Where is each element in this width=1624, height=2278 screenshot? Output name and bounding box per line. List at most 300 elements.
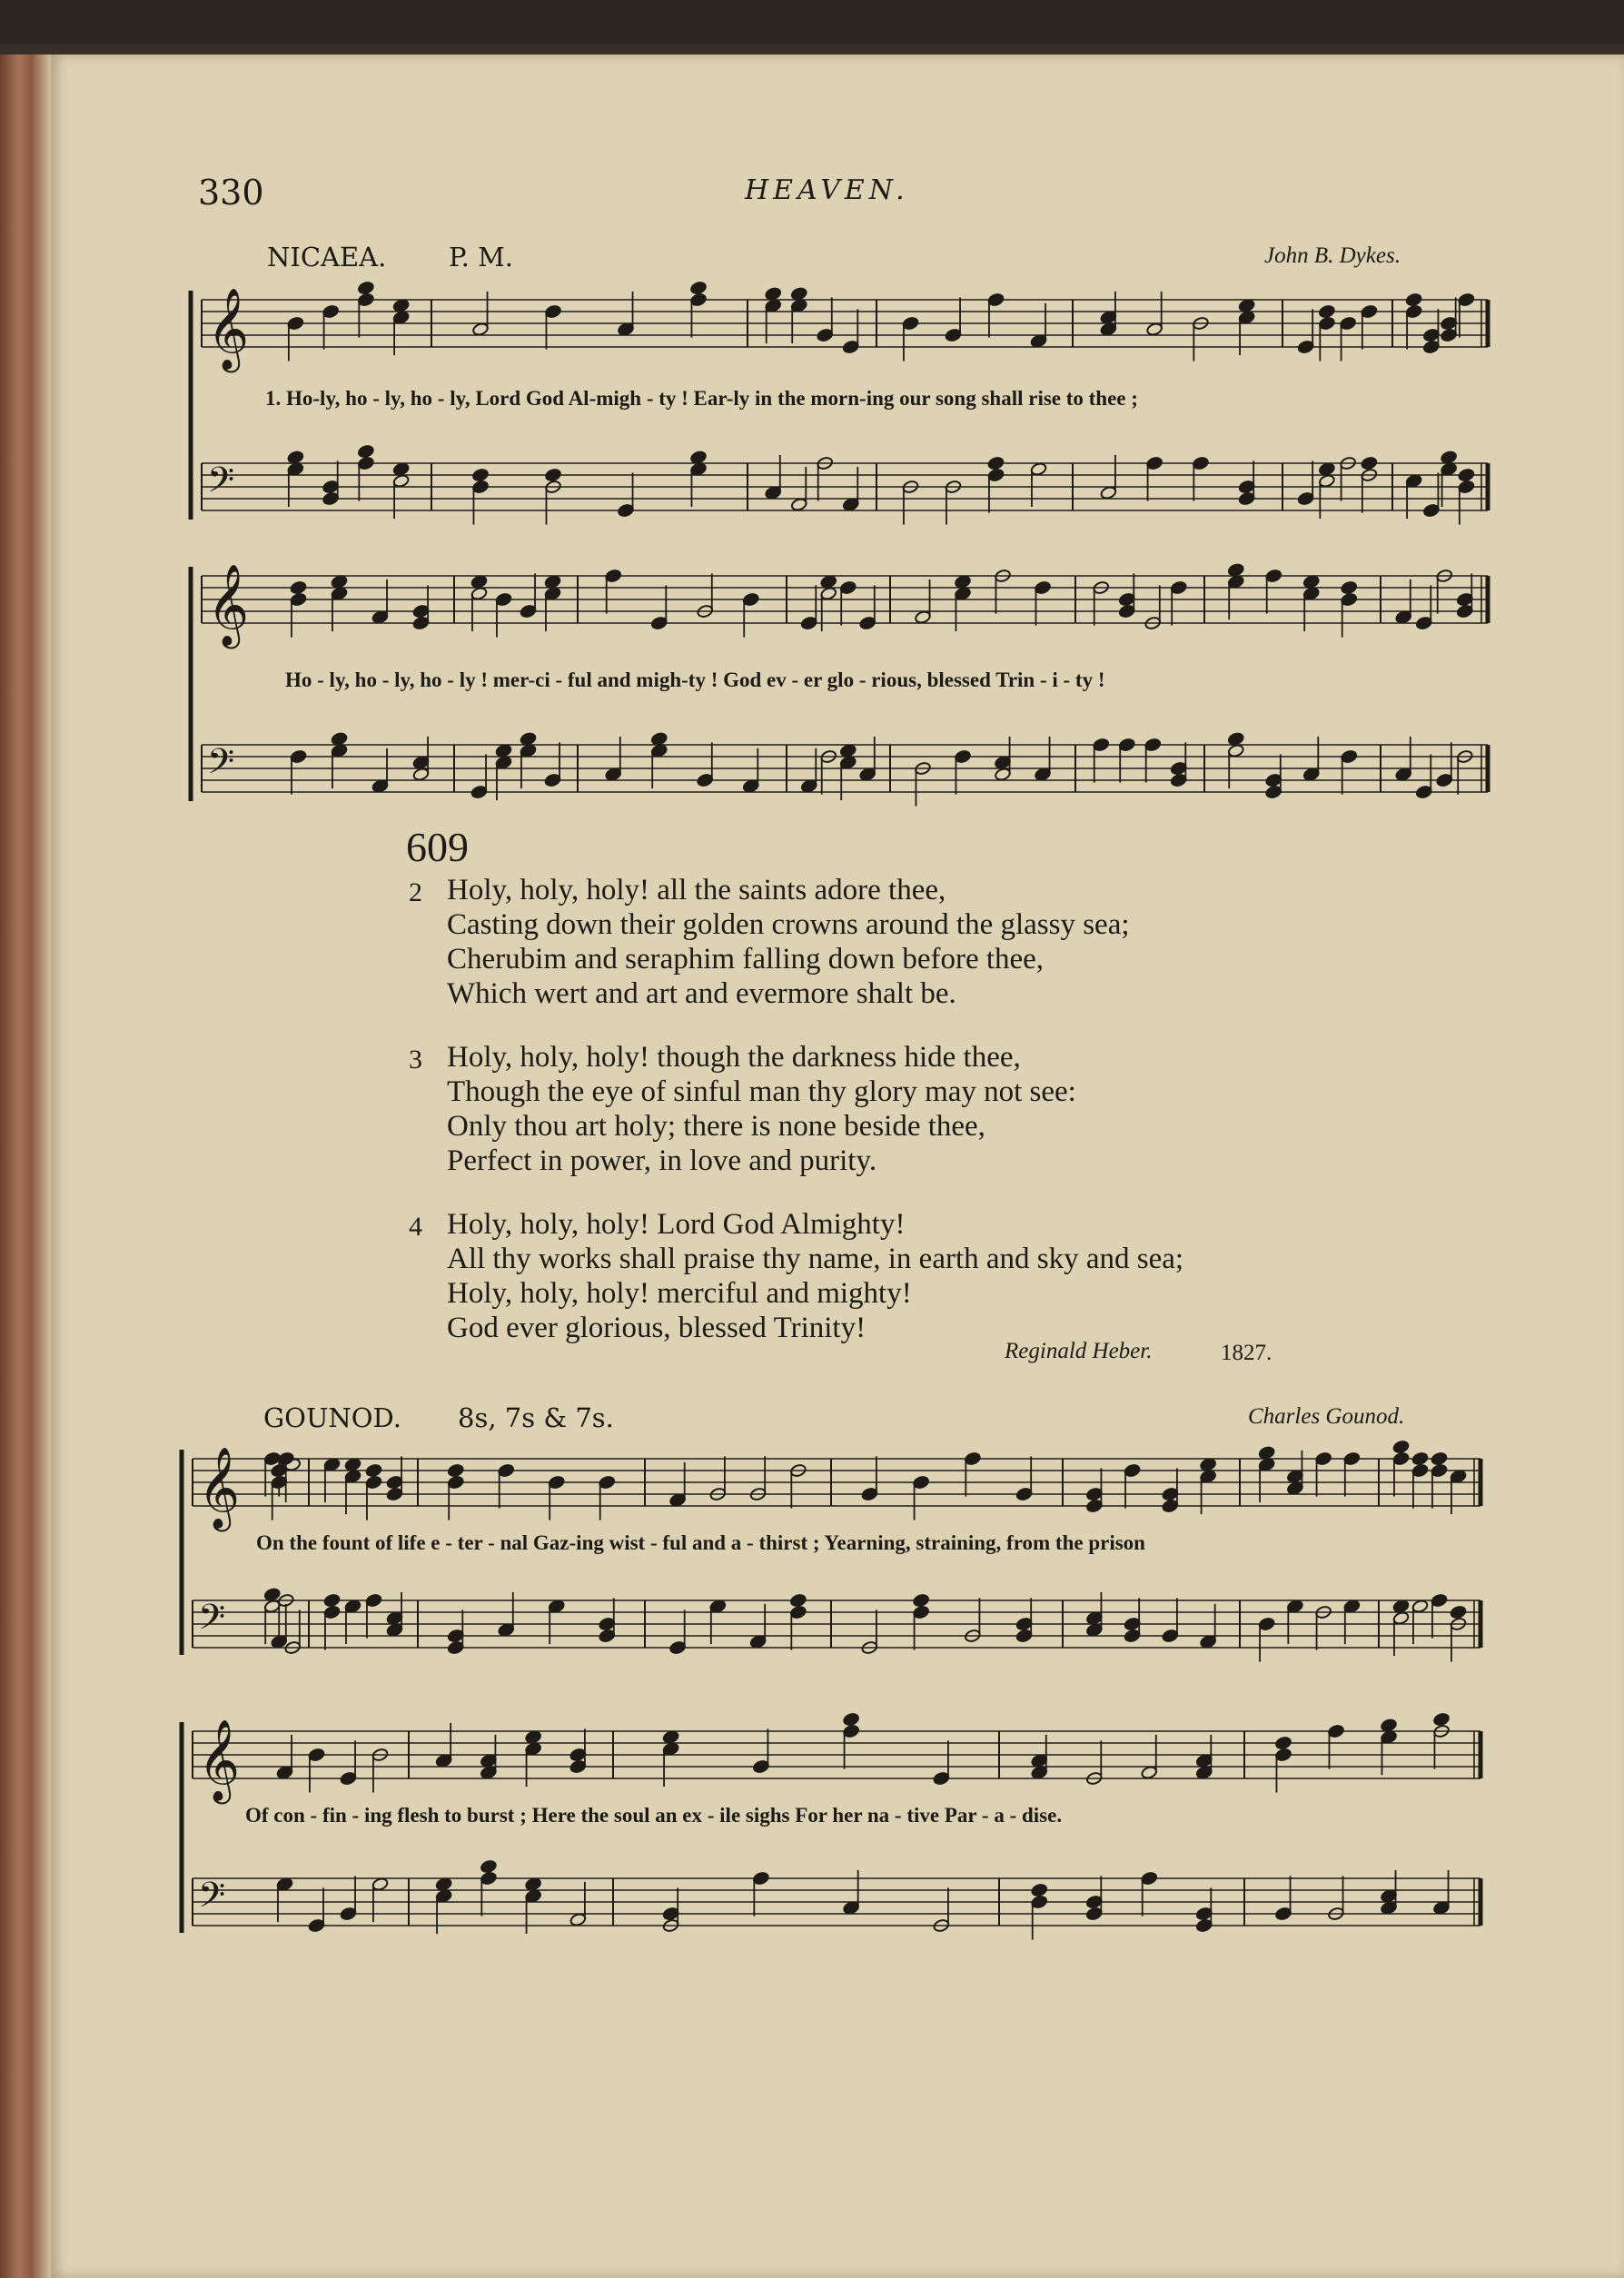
verse-line: Casting down their golden crowns around the glassy sea;	[447, 908, 1130, 941]
note-head	[605, 768, 622, 782]
note-head	[480, 1766, 497, 1780]
note-head	[1381, 1901, 1398, 1916]
note-head	[322, 480, 340, 494]
note-head	[752, 1759, 769, 1774]
note-head	[287, 462, 304, 477]
lyrics-gounod-line2: Of con - fin - ing flesh to burst ; Here the soul an ex - ile sighs For her na - tive Par - a - dise.	[245, 1804, 1063, 1827]
note-head	[1085, 1895, 1103, 1909]
note-head	[690, 451, 708, 465]
note-head	[308, 1748, 325, 1762]
note-head	[765, 287, 782, 302]
note-head	[1361, 456, 1378, 470]
note-head	[1170, 761, 1187, 776]
note-head	[690, 281, 708, 295]
note-head	[435, 1889, 452, 1904]
hymn-number: 609	[406, 824, 469, 870]
note-head	[800, 779, 817, 794]
verse-line: Holy, holy, holy! Lord God Almighty!	[447, 1208, 906, 1241]
composer-gounod: Charles Gounod.	[1248, 1404, 1405, 1429]
note-head	[1124, 1629, 1141, 1643]
meter-nicaea: P. M.	[449, 242, 513, 272]
note-head	[569, 1913, 587, 1927]
note-head	[308, 1918, 325, 1933]
note-head	[470, 587, 488, 601]
note-head	[1341, 592, 1358, 607]
note-head	[1146, 322, 1164, 337]
note-head	[1302, 575, 1320, 589]
note-head	[1302, 587, 1320, 601]
note-head	[412, 756, 430, 770]
note-head	[669, 1640, 687, 1655]
note-head	[1200, 1458, 1217, 1472]
note-head	[1227, 575, 1244, 589]
note-head	[1200, 1470, 1217, 1484]
note-head	[1265, 569, 1282, 583]
note-head	[470, 575, 488, 589]
note-head	[669, 1493, 687, 1508]
note-head	[1118, 604, 1135, 619]
note-head	[861, 1487, 878, 1501]
note-head	[913, 1605, 930, 1619]
note-head	[1456, 604, 1473, 619]
note-head	[820, 587, 837, 601]
note-head	[1258, 1458, 1275, 1472]
lyrics-nicaea-line2: Ho - ly, ho - ly, ho - ly ! mer-ci - ful and migh-ty ! God ev - er glo - rious, blessed Trin - i - ty !	[285, 669, 1105, 691]
note-head	[276, 1877, 293, 1892]
note-head	[544, 575, 561, 589]
note-head	[1085, 1623, 1103, 1638]
note-head	[287, 316, 304, 331]
note-head	[1100, 311, 1117, 325]
note-head	[1141, 1871, 1158, 1886]
note-head	[331, 732, 348, 747]
note-head	[1227, 732, 1244, 747]
note-head	[945, 328, 962, 342]
note-head	[1195, 1918, 1213, 1933]
note-head	[569, 1759, 587, 1774]
note-head	[1085, 1499, 1103, 1513]
verse-number: 4	[409, 1212, 422, 1242]
note-head	[323, 1605, 341, 1619]
note-head	[1015, 1617, 1033, 1631]
note-head	[1275, 1736, 1292, 1750]
note-head	[480, 1859, 497, 1874]
note-head	[1195, 1754, 1213, 1768]
note-head	[386, 1475, 403, 1490]
note-head	[545, 304, 562, 319]
note-head	[287, 451, 304, 465]
note-head	[1415, 616, 1432, 630]
note-head	[650, 732, 668, 747]
note-head	[386, 1623, 403, 1638]
note-head	[650, 616, 668, 630]
note-head	[1436, 773, 1453, 787]
note-head	[599, 1475, 616, 1490]
note-head	[520, 604, 537, 619]
note-head	[520, 744, 537, 758]
note-head	[480, 1754, 497, 1768]
note-head	[392, 311, 410, 325]
note-head	[1315, 1451, 1332, 1466]
note-head	[1146, 456, 1164, 470]
note-head	[1238, 480, 1255, 494]
note-head	[569, 1748, 587, 1762]
note-head	[1456, 592, 1473, 607]
note-head	[447, 1463, 464, 1478]
note-head	[1275, 1907, 1292, 1921]
note-head	[344, 1600, 361, 1614]
note-head	[290, 749, 307, 764]
note-head	[964, 1451, 981, 1466]
note-head	[987, 468, 1005, 482]
treble-clef-icon: 𝄞	[207, 288, 250, 370]
note-head	[955, 575, 972, 589]
note-head	[1297, 491, 1314, 506]
note-head	[1015, 1487, 1033, 1501]
note-head	[1030, 334, 1047, 349]
note-head	[1328, 1724, 1345, 1738]
note-head	[1318, 474, 1335, 489]
note-head	[817, 328, 834, 342]
note-head	[495, 756, 512, 770]
note-head	[933, 1771, 950, 1786]
note-head	[690, 292, 708, 307]
verse-line: Perfect in power, in love and purity.	[447, 1144, 877, 1177]
note-head	[709, 1600, 727, 1614]
note-head	[386, 1487, 403, 1501]
note-head	[480, 1871, 497, 1886]
note-head	[1258, 1446, 1275, 1461]
note-head	[1035, 768, 1052, 782]
note-head	[752, 1871, 769, 1886]
note-head	[995, 768, 1012, 782]
note-head	[1441, 462, 1458, 477]
note-head	[1118, 592, 1135, 607]
note-head	[1286, 1600, 1303, 1614]
note-head	[1162, 1629, 1179, 1643]
verse-line: God ever glorious, blessed Trinity!	[447, 1312, 866, 1344]
note-head	[1258, 1617, 1275, 1631]
note-head	[1405, 304, 1422, 319]
note-head	[1195, 1766, 1213, 1780]
page-number: 330	[198, 173, 264, 213]
note-head	[357, 456, 374, 470]
note-head	[1318, 304, 1335, 319]
note-head	[386, 1611, 403, 1626]
lyrics-gounod-line1: On the fount of life e - ter - nal Gaz-ing wist - ful and a - thirst ; Yearning, straining, from the prison	[256, 1531, 1145, 1554]
note-head	[1227, 563, 1244, 578]
note-head	[1441, 328, 1458, 342]
verse-line: Holy, holy, holy! though the darkness hide thee,	[447, 1041, 1021, 1074]
note-head	[842, 340, 859, 354]
treble-clef-icon: 𝄞	[207, 564, 250, 646]
note-head	[344, 1470, 361, 1484]
note-head	[548, 1600, 565, 1614]
note-head	[1031, 1883, 1048, 1897]
note-head	[1265, 785, 1282, 799]
note-head	[447, 1640, 464, 1655]
meter-gounod: 8s, 7s & 7s.	[458, 1402, 614, 1433]
note-head	[1275, 1748, 1292, 1762]
note-head	[839, 744, 857, 758]
note-head	[1381, 1730, 1398, 1745]
note-head	[599, 1629, 616, 1643]
note-head	[412, 604, 430, 619]
bass-clef-icon: 𝄢	[198, 1876, 226, 1925]
note-head	[1195, 1907, 1213, 1921]
note-head	[545, 468, 562, 482]
note-head	[820, 575, 837, 589]
note-head	[1035, 580, 1052, 595]
note-head	[1431, 1463, 1448, 1478]
hymn-year: 1827.	[1221, 1341, 1272, 1365]
treble-clef-icon: 𝄞	[198, 1719, 241, 1801]
note-head	[789, 1593, 807, 1608]
note-head	[915, 610, 932, 625]
note-head	[839, 580, 857, 595]
note-head	[276, 1766, 293, 1780]
note-head	[1411, 1451, 1429, 1466]
note-head	[525, 1889, 542, 1904]
composer-nicaea: John B. Dykes.	[1264, 243, 1401, 268]
note-head	[605, 569, 622, 583]
note-head	[1458, 292, 1475, 307]
tune-name-gounod: GOUNOD.	[263, 1402, 401, 1433]
note-head	[1162, 1499, 1179, 1513]
note-head	[544, 587, 561, 601]
note-head	[1286, 1481, 1303, 1496]
note-head	[1431, 1451, 1448, 1466]
note-head	[1392, 1600, 1410, 1614]
note-head	[392, 299, 410, 313]
note-head	[472, 322, 490, 337]
note-head	[1031, 1754, 1048, 1768]
note-head	[859, 768, 876, 782]
note-head	[1118, 738, 1135, 752]
hymn-author: Reginald Heber.	[1005, 1339, 1153, 1363]
note-head	[331, 744, 348, 758]
note-head	[1415, 785, 1432, 799]
note-head	[1381, 1718, 1398, 1733]
note-head	[1405, 474, 1422, 489]
note-head	[955, 749, 972, 764]
note-head	[1395, 610, 1412, 625]
note-head	[435, 1754, 452, 1768]
note-head	[1433, 1901, 1451, 1916]
note-head	[1085, 1611, 1103, 1626]
note-head	[548, 1475, 565, 1490]
note-head	[1100, 486, 1117, 500]
note-head	[1450, 1605, 1467, 1619]
note-head	[987, 456, 1005, 470]
verse-line: Holy, holy, holy! merciful and mighty!	[447, 1277, 912, 1310]
note-head	[1392, 1611, 1410, 1626]
note-head	[322, 491, 340, 506]
note-head	[742, 592, 759, 607]
note-head	[290, 592, 307, 607]
note-head	[1341, 580, 1358, 595]
note-head	[323, 1458, 341, 1472]
note-head	[290, 580, 307, 595]
note-head	[1124, 1463, 1141, 1478]
note-head	[412, 768, 430, 782]
note-head	[1124, 1617, 1141, 1631]
note-head	[842, 498, 859, 512]
note-head	[839, 756, 857, 770]
note-head	[263, 1588, 281, 1602]
note-head	[1441, 316, 1458, 331]
verse-number: 3	[409, 1045, 422, 1075]
note-head	[392, 474, 410, 489]
note-head	[697, 773, 714, 787]
note-head	[1458, 468, 1475, 482]
note-head	[1141, 1766, 1158, 1780]
note-head	[1381, 1889, 1398, 1904]
note-head	[843, 1712, 860, 1727]
note-head	[1411, 1600, 1429, 1614]
note-head	[525, 1877, 542, 1892]
bass-clef-icon: 𝄢	[207, 461, 235, 510]
note-head	[1286, 1470, 1303, 1484]
note-head	[1395, 768, 1412, 782]
note-head	[371, 610, 389, 625]
note-head	[662, 1907, 679, 1921]
note-head	[1431, 1593, 1448, 1608]
note-head	[765, 486, 782, 500]
note-head	[495, 592, 512, 607]
note-head	[1238, 491, 1255, 506]
note-head	[1318, 316, 1335, 331]
note-head	[843, 1901, 860, 1916]
note-head	[662, 1742, 679, 1757]
note-head	[357, 281, 374, 295]
note-head	[1227, 744, 1244, 758]
note-head	[544, 773, 561, 787]
note-head	[789, 1605, 807, 1619]
note-head	[1340, 316, 1357, 331]
note-head	[365, 1475, 382, 1490]
note-head	[1318, 462, 1335, 477]
note-head	[447, 1475, 464, 1490]
note-head	[322, 304, 340, 319]
bass-clef-icon: 𝄢	[198, 1598, 226, 1647]
note-head	[902, 316, 919, 331]
note-head	[1030, 462, 1047, 477]
note-head	[331, 587, 348, 601]
note-head	[599, 1617, 616, 1631]
note-head	[1200, 1635, 1217, 1649]
treble-clef-icon: 𝄞	[198, 1447, 241, 1529]
note-head	[447, 1629, 464, 1643]
note-head	[498, 1463, 515, 1478]
note-head	[1422, 503, 1440, 518]
note-head	[749, 1635, 767, 1649]
note-head	[662, 1730, 679, 1745]
note-head	[1170, 580, 1187, 595]
note-head	[1170, 773, 1187, 787]
note-head	[1433, 1712, 1451, 1727]
note-head	[1343, 1600, 1361, 1614]
note-head	[742, 779, 759, 794]
note-head	[1093, 738, 1110, 752]
note-head	[435, 1877, 452, 1892]
note-head	[1100, 322, 1117, 337]
running-head: HEAVEN.	[745, 174, 909, 206]
note-head	[472, 480, 490, 494]
note-head	[765, 299, 782, 313]
note-head	[1162, 1487, 1179, 1501]
note-head	[618, 503, 635, 518]
verse-line: Only thou art holy; there is none beside thee,	[447, 1110, 985, 1143]
note-head	[987, 292, 1005, 307]
note-head	[525, 1742, 542, 1757]
note-head	[1392, 1451, 1410, 1466]
note-head	[955, 587, 972, 601]
note-head	[470, 785, 488, 799]
note-head	[1265, 773, 1282, 787]
note-head	[1192, 456, 1209, 470]
note-head	[1297, 340, 1314, 354]
note-head	[1422, 340, 1440, 354]
note-head	[331, 575, 348, 589]
note-head	[1238, 299, 1255, 313]
note-head	[859, 616, 876, 630]
note-head	[1031, 1895, 1048, 1909]
note-head	[498, 1623, 515, 1638]
verse-number: 2	[409, 877, 422, 907]
note-head	[913, 1593, 930, 1608]
note-head	[357, 444, 374, 459]
bass-clef-icon: 𝄢	[207, 742, 235, 791]
note-head	[365, 1593, 382, 1608]
note-head	[365, 1463, 382, 1478]
verse-line: Though the eye of sinful man thy glory may not see:	[447, 1075, 1076, 1108]
verse-line: Which wert and art and evermore shalt be.	[447, 977, 956, 1010]
verse-line: All thy works shall praise thy name, in earth and sky and sea;	[447, 1243, 1184, 1275]
verse-line: Cherubim and seraphim falling down before thee,	[447, 943, 1045, 976]
note-head	[843, 1724, 860, 1738]
lyrics-nicaea-line1: 1. Ho-ly, ho - ly, ho - ly, Lord God Al-migh - ty ! Ear-ly in the morn-ing our song shall rise to thee ;	[265, 387, 1138, 410]
note-head	[1450, 1470, 1467, 1484]
note-head	[1361, 304, 1378, 319]
note-head	[913, 1475, 930, 1490]
note-head	[340, 1907, 357, 1921]
note-head	[1144, 738, 1162, 752]
note-head	[790, 287, 807, 302]
note-head	[1302, 768, 1320, 782]
note-head	[790, 498, 807, 512]
note-head	[690, 462, 708, 477]
note-head	[371, 779, 389, 794]
note-head	[1031, 1766, 1048, 1780]
note-head	[1392, 1440, 1410, 1454]
tune-name-nicaea: NICAEA.	[267, 242, 387, 272]
note-head	[1343, 1451, 1361, 1466]
note-head	[1085, 1907, 1103, 1921]
note-head	[618, 322, 635, 337]
note-head	[1015, 1629, 1033, 1643]
note-head	[1405, 292, 1422, 307]
note-head	[472, 468, 490, 482]
note-head	[1085, 1487, 1103, 1501]
note-head	[371, 1877, 389, 1892]
note-head	[525, 1730, 542, 1745]
note-head	[790, 299, 807, 313]
note-head	[1458, 480, 1475, 494]
note-head	[1411, 1463, 1429, 1478]
note-head	[1441, 451, 1458, 465]
note-head	[800, 616, 817, 630]
